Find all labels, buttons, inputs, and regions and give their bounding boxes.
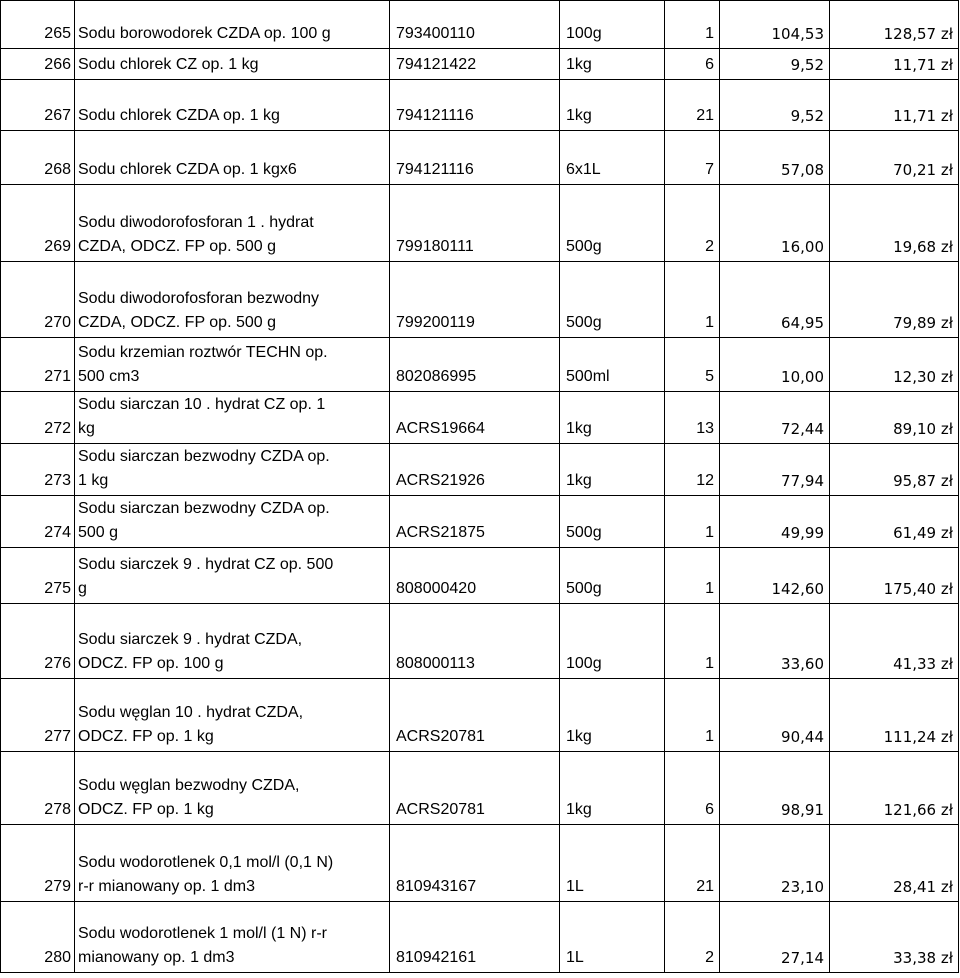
package-unit: 1kg [560,80,665,131]
product-name: Sodu siarczan bezwodny CZDA op. 1 kg [75,444,390,496]
net-price: 142,60 [720,548,830,604]
net-price: 16,00 [720,185,830,262]
product-code: ACRS21926 [390,444,560,496]
quantity: 2 [665,185,720,262]
row-number: 277 [1,679,75,752]
gross-price: 11,71 zł [830,80,959,131]
gross-price: 11,71 zł [830,49,959,80]
quantity: 6 [665,49,720,80]
product-name: Sodu wodorotlenek 1 mol/l (1 N) r-r mianowany op. 1 dm3 [75,902,390,973]
product-code: 793400110 [390,1,560,49]
row-number: 273 [1,444,75,496]
product-code: 794121116 [390,80,560,131]
row-number: 272 [1,392,75,444]
row-number: 275 [1,548,75,604]
table-row [1,80,959,131]
product-name: Sodu wodorotlenek 0,1 mol/l (0,1 N) r-r mianowany op. 1 dm3 [75,825,390,902]
product-name: Sodu siarczek 9 . hydrat CZDA, ODCZ. FP op. 100 g [75,604,390,679]
quantity: 13 [665,392,720,444]
gross-price: 12,30 zł [830,338,959,392]
net-price: 49,99 [720,496,830,548]
gross-price: 41,33 zł [830,604,959,679]
gross-price: 33,38 zł [830,902,959,973]
product-code: 799180111 [390,185,560,262]
quantity: 6 [665,752,720,825]
product-code: 794121116 [390,131,560,185]
row-number: 268 [1,131,75,185]
row-number: 267 [1,80,75,131]
table-row [1,604,959,679]
product-code: 808000113 [390,604,560,679]
row-number: 270 [1,262,75,338]
package-unit: 1L [560,902,665,973]
product-name: Sodu siarczek 9 . hydrat CZ op. 500 g [75,548,390,604]
quantity: 1 [665,604,720,679]
table-row [1,496,959,548]
product-name: Sodu siarczan 10 . hydrat CZ op. 1 kg [75,392,390,444]
row-number: 280 [1,902,75,973]
product-name: Sodu chlorek CZDA op. 1 kg [75,80,390,131]
package-unit: 1kg [560,392,665,444]
gross-price: 89,10 zł [830,392,959,444]
table-row [1,548,959,604]
table-row [1,752,959,825]
product-code: ACRS20781 [390,752,560,825]
table-row [1,392,959,444]
table-row [1,825,959,902]
product-code: ACRS19664 [390,392,560,444]
product-code: 810943167 [390,825,560,902]
product-name: Sodu siarczan bezwodny CZDA op. 500 g [75,496,390,548]
product-code: ACRS21875 [390,496,560,548]
net-price: 9,52 [720,49,830,80]
net-price: 9,52 [720,80,830,131]
net-price: 72,44 [720,392,830,444]
net-price: 64,95 [720,262,830,338]
net-price: 27,14 [720,902,830,973]
row-number: 276 [1,604,75,679]
table-row [1,444,959,496]
quantity: 1 [665,496,720,548]
net-price: 57,08 [720,131,830,185]
product-name: Sodu borowodorek CZDA op. 100 g [75,1,390,49]
package-unit: 6x1L [560,131,665,185]
table-row [1,262,959,338]
product-code: 802086995 [390,338,560,392]
package-unit: 1kg [560,752,665,825]
gross-price: 175,40 zł [830,548,959,604]
table-body [1,1,959,973]
row-number: 266 [1,49,75,80]
net-price: 104,53 [720,1,830,49]
product-name: Sodu chlorek CZDA op. 1 kgx6 [75,131,390,185]
product-code: 810942161 [390,902,560,973]
net-price: 90,44 [720,679,830,752]
product-name: Sodu diwodorofosforan bezwodny CZDA, ODCZ. FP op. 500 g [75,262,390,338]
package-unit: 1kg [560,679,665,752]
net-price: 77,94 [720,444,830,496]
package-unit: 500g [560,548,665,604]
quantity: 1 [665,679,720,752]
row-number: 269 [1,185,75,262]
row-number: 279 [1,825,75,902]
product-code: 808000420 [390,548,560,604]
quantity: 21 [665,80,720,131]
table-row [1,185,959,262]
quantity: 5 [665,338,720,392]
product-code: 799200119 [390,262,560,338]
net-price: 98,91 [720,752,830,825]
quantity: 7 [665,131,720,185]
row-number: 265 [1,1,75,49]
package-unit: 1L [560,825,665,902]
table-row [1,902,959,973]
row-number: 271 [1,338,75,392]
gross-price: 19,68 zł [830,185,959,262]
quantity: 2 [665,902,720,973]
product-code: ACRS20781 [390,679,560,752]
quantity: 1 [665,1,720,49]
net-price: 33,60 [720,604,830,679]
net-price: 23,10 [720,825,830,902]
gross-price: 79,89 zł [830,262,959,338]
package-unit: 500g [560,185,665,262]
package-unit: 500g [560,262,665,338]
product-name: Sodu węglan 10 . hydrat CZDA, ODCZ. FP op. 1 kg [75,679,390,752]
quantity: 1 [665,262,720,338]
gross-price: 61,49 zł [830,496,959,548]
product-name: Sodu chlorek CZ op. 1 kg [75,49,390,80]
net-price: 10,00 [720,338,830,392]
quantity: 21 [665,825,720,902]
table-row [1,679,959,752]
quantity: 1 [665,548,720,604]
gross-price: 128,57 zł [830,1,959,49]
package-unit: 100g [560,1,665,49]
quantity: 12 [665,444,720,496]
table-row [1,338,959,392]
gross-price: 70,21 zł [830,131,959,185]
package-unit: 500g [560,496,665,548]
product-name: Sodu diwodorofosforan 1 . hydrat CZDA, ODCZ. FP op. 500 g [75,185,390,262]
gross-price: 121,66 zł [830,752,959,825]
row-number: 278 [1,752,75,825]
product-code: 794121422 [390,49,560,80]
gross-price: 95,87 zł [830,444,959,496]
package-unit: 1kg [560,49,665,80]
package-unit: 1kg [560,444,665,496]
gross-price: 28,41 zł [830,825,959,902]
package-unit: 100g [560,604,665,679]
table-row [1,49,959,80]
table-row [1,131,959,185]
gross-price: 111,24 zł [830,679,959,752]
product-name: Sodu węglan bezwodny CZDA, ODCZ. FP op. 1 kg [75,752,390,825]
product-name: Sodu krzemian roztwór TECHN op. 500 cm3 [75,338,390,392]
table-row [1,1,959,49]
row-number: 274 [1,496,75,548]
package-unit: 500ml [560,338,665,392]
